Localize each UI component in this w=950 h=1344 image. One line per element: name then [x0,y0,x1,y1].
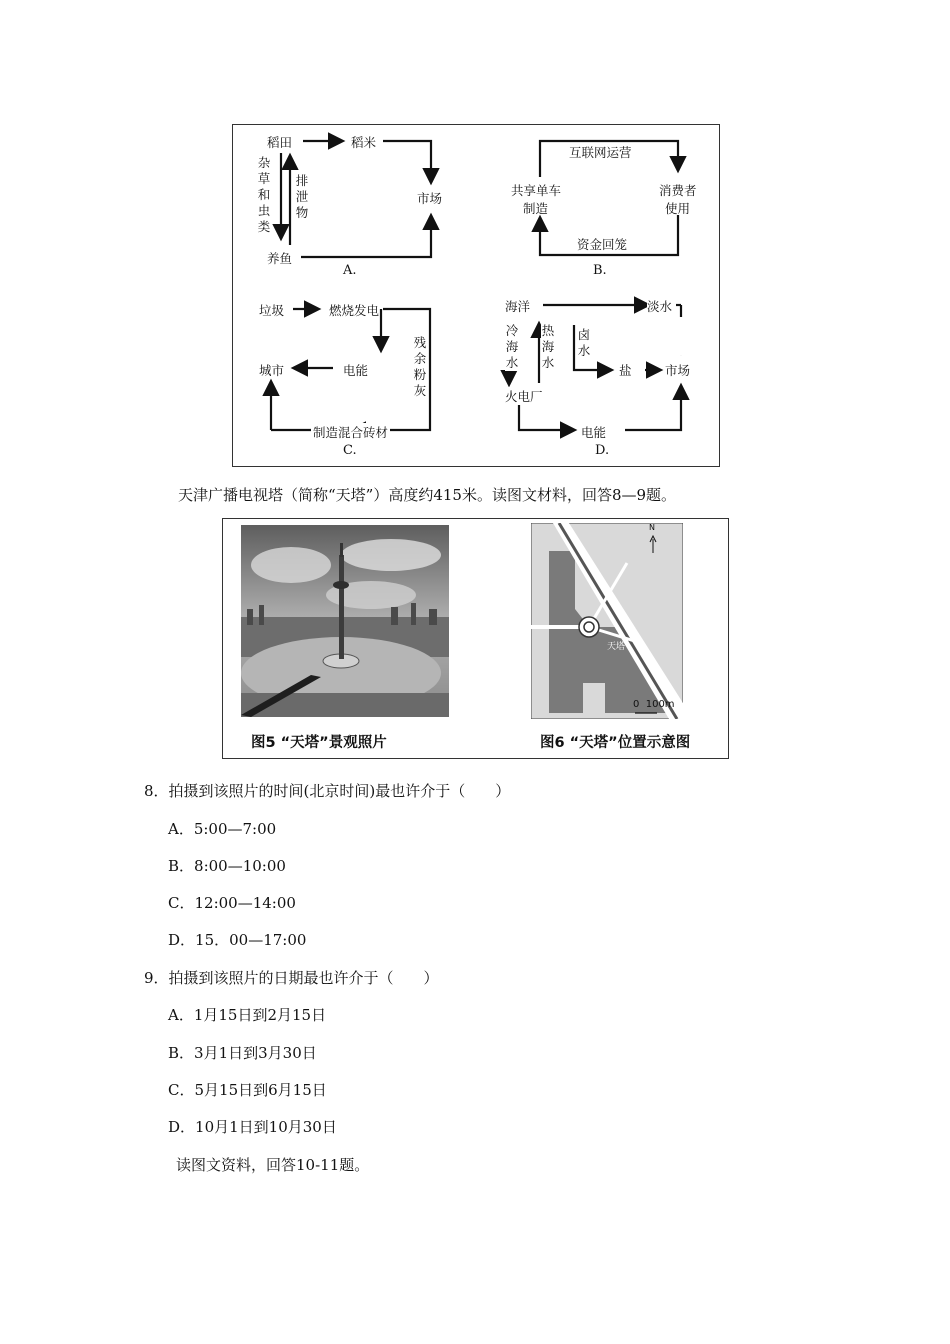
brine-label: 卤水 [577,327,591,358]
q8-option-b: B．8:00—10:00 [168,857,286,875]
electricity-node-d: 电能 [581,425,607,440]
residue-label: 残余粉灰 [413,335,427,398]
diagram-d-label: D. [595,443,610,458]
cold-water-label: 冷海水 [505,323,519,370]
fresh-water-node: 淡水 [647,299,673,314]
weeds-label: 杂草和虫类 [257,155,271,234]
funds-node: 资金回笼 [577,237,628,252]
q9-option-a: A．1月15日到2月15日 [168,1006,327,1024]
power-node: 燃烧发电 [329,303,380,318]
tower-location-map [531,523,683,719]
question-9: 9．拍摄到该照片的日期最也许介于（ ） [144,969,439,987]
q8-option-a: A．5:00—7:00 [168,820,277,838]
power-plant-node: 火电厂 [505,389,543,404]
city-node: 城市 [259,363,285,378]
market-node-d: 市场 [665,363,691,378]
diagram-a-label: A. [343,263,357,278]
intro-text-1: 天津广播电视塔（简称“天塔”）高度约415米。读图文材料，回答8—9题。 [178,486,677,504]
hot-water-label: 热海水 [541,323,555,370]
consumer-line1: 消费者 [659,183,697,198]
tower-map-label: 天塔 [607,642,626,652]
figure5-caption: 图5 “天塔”景观照片 [251,735,387,751]
diagram-c-label: C. [343,443,357,458]
tower-figure [222,518,729,759]
garbage-node: 垃圾 [259,303,285,318]
q8-option-d: D．15．00—17:00 [168,931,307,949]
market-node-a: 市场 [417,191,443,206]
ocean-node: 海洋 [505,299,531,314]
fish-node: 养鱼 [267,251,293,266]
figure6-caption: 图6 “天塔”位置示意图 [540,735,691,751]
circular-economy-diagram [232,124,720,467]
map-scale: 0 100m [633,699,675,710]
north-label: N [649,523,655,532]
bricks-node: 制造混合砖材 [313,425,389,440]
diagram-b-label: B. [593,263,607,278]
manufacture-line1: 共享单车 [511,183,562,198]
q9-option-b: B．3月1日到3月30日 [168,1044,317,1062]
q8-option-c: C．12:00—14:00 [168,894,296,912]
salt-node: 盐 [619,363,632,378]
electricity-node-c: 电能 [343,363,369,378]
question-8: 8．拍摄到该照片的时间(北京时间)最也许介于（ ） [144,782,511,800]
manufacture-line2: 制造 [523,201,549,216]
excrement-label: 排泄物 [295,173,309,220]
internet-node: 互联网运营 [569,145,632,160]
consumer-line2: 使用 [665,201,691,216]
tower-photo [241,525,449,717]
q9-option-c: C．5月15日到6月15日 [168,1081,327,1099]
q9-option-d: D．10月1日到10月30日 [168,1118,337,1136]
rice-node: 稻米 [351,135,377,150]
rice-field-node: 稻田 [267,135,293,150]
intro-text-2: 读图文资料，回答10-11题。 [176,1156,370,1174]
